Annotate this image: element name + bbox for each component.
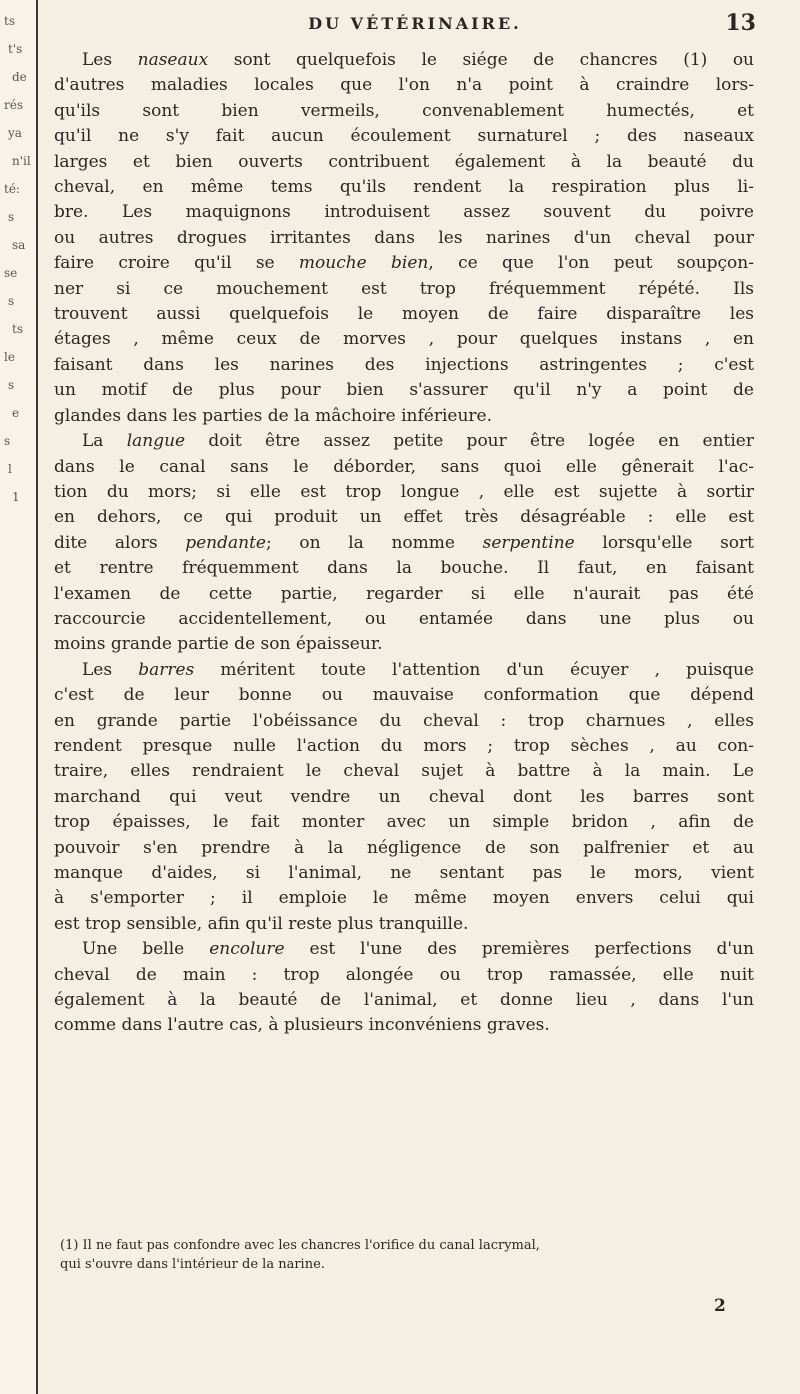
text-run: La (82, 431, 127, 452)
paragraph (54, 658, 754, 937)
emphasized-term: mouche bien (298, 253, 429, 274)
emphasized-term: encolure (209, 939, 285, 960)
text-line: qu'ils sont bien vermeils, convenablement humectés, et (54, 100, 754, 121)
page-gutter-edge (36, 0, 38, 1394)
margin-fragment: té: (4, 182, 20, 196)
margin-fragment: t's (8, 42, 23, 56)
page-header (40, 8, 790, 38)
margin-fragment: s (4, 434, 11, 448)
text-line: ou autres drogues irritantes dans les narines d'un cheval pour (54, 227, 754, 248)
text-line: marchand qui veut vendre un cheval dont les barres sont (54, 786, 754, 807)
text-run: Les (82, 50, 138, 70)
margin-fragment: s (8, 210, 15, 224)
text-line: à s'emporter ; il emploie le même moyen envers celui qui (54, 888, 754, 909)
text-line: l'examen de cette partie, regarder si elle n'aurait pas été (54, 583, 754, 604)
text-line: qu'il ne s'y fait aucun écoulement surnaturel ; des naseaux (54, 126, 754, 147)
text-run: ; on la nomme (265, 532, 483, 553)
text-line: cheval, en même tems qu'ils rendent la respiration plus li- (54, 177, 754, 198)
text-line: ner si ce mouchement est trop fréquemment répété. Ils (54, 278, 754, 299)
text-line: moins grande partie de son épaisseur. (54, 634, 383, 655)
footnote (60, 1236, 760, 1274)
text-line (54, 531, 754, 556)
emphasized-term: pendante (185, 532, 266, 553)
margin-fragment: sa (12, 238, 26, 252)
footnote-line: qui s'ouvre dans l'intérieur de la narine. (60, 1257, 325, 1272)
text-line: larges et bien ouverts contribuent également à la beauté du (54, 151, 754, 172)
text-line (54, 251, 754, 276)
margin-fragment: 1 (12, 490, 20, 504)
text-line: manque d'aides, si l'animal, ne sentant pas le mors, vient (54, 863, 754, 883)
text-line: pouvoir s'en prendre à la négligence de son palfrenier et au (54, 837, 754, 858)
margin-fragment: de (12, 70, 27, 84)
margin-fragment: ts (12, 322, 23, 336)
text-run: dite alors (54, 532, 186, 553)
margin-fragment: ts (4, 14, 15, 28)
text-line: est trop sensible, afin qu'il reste plus tranquille. (54, 913, 469, 934)
margin-fragment: le (4, 350, 15, 364)
text-line: d'autres maladies locales que l'on n'a point à craindre lors- (54, 75, 754, 96)
text-line: raccourcie accidentellement, ou entamée dans une plus ou (54, 608, 754, 629)
paragraph (54, 48, 754, 429)
footnote-line: (1) Il ne faut pas confondre avec les chancres l'orifice du canal lacrymal, (60, 1238, 540, 1253)
text-line: traire, elles rendraient le cheval sujet à battre à la main. Le (54, 761, 754, 782)
page-number: 13 (725, 10, 756, 36)
text-line: cheval de main : trop alongée ou trop ramassée, elle nuit (54, 964, 754, 985)
margin-fragment: l (8, 462, 12, 476)
adjacent-page-margin (0, 0, 36, 1394)
text-line: et rentre fréquemment dans la bouche. Il faut, en faisant (54, 558, 754, 579)
text-line (54, 48, 754, 73)
text-run: doit être assez petite pour être logée en entier (185, 431, 754, 452)
body-text (54, 48, 754, 1039)
text-line: étages , même ceux de morves , pour quelques instans , en (54, 329, 754, 350)
text-run: sont quelquefois le siége de chancres (1) ou (208, 50, 755, 70)
text-line: trouvent aussi quelquefois le moyen de faire disparaître les (54, 304, 754, 325)
margin-fragment: rés (4, 98, 23, 112)
emphasized-term: langue (126, 431, 186, 452)
emphasized-term: naseaux (137, 50, 209, 70)
text-line: également à la beauté de l'animal, et donne lieu , dans l'un (54, 990, 754, 1011)
text-run: faire croire qu'il se (54, 253, 299, 274)
text-run: lorsqu'elle sort (574, 532, 754, 553)
margin-fragment: s (8, 378, 15, 392)
text-line: trop épaisses, le fait monter avec un simple bridon , afin de (54, 812, 754, 833)
text-line: en dehors, ce qui produit un effet très désagréable : elle est (54, 507, 754, 528)
running-head: DU VÉTÉRINAIRE. (308, 14, 522, 33)
text-line: dans le canal sans le déborder, sans quoi elle gênerait l'ac- (54, 456, 754, 477)
text-line (54, 429, 754, 454)
text-line: faisant dans les narines des injections astringentes ; c'est (54, 354, 754, 375)
text-run: est l'une des premières perfections d'un (284, 939, 754, 960)
margin-fragment: s (8, 294, 15, 308)
text-line: c'est de leur bonne ou mauvaise conformation que dépend (54, 685, 754, 706)
text-line: glandes dans les parties de la mâchoire inférieure. (54, 405, 493, 426)
emphasized-term: serpentine (482, 532, 575, 553)
margin-fragment: n'il (12, 154, 31, 168)
margin-fragment: ya (8, 126, 22, 140)
text-line: tion du mors; si elle est trop longue , elle est sujette à sortir (54, 481, 754, 502)
text-run: Les (82, 659, 139, 680)
paragraph (54, 429, 754, 658)
text-line (54, 937, 754, 962)
text-run: Une belle (82, 939, 210, 960)
paragraph (54, 937, 754, 1039)
text-line: en grande partie l'obéissance du cheval : trop charnues , elles (54, 710, 754, 731)
text-run: méritent toute l'attention d'un écuyer , puisque (194, 659, 754, 680)
emphasized-term: barres (138, 659, 195, 680)
margin-fragment: e (12, 406, 20, 420)
text-line: un motif de plus pour bien s'assurer qu'il n'y a point de (54, 380, 754, 401)
text-line (54, 658, 754, 683)
text-run: , ce que l'on peut soupçon- (428, 253, 754, 274)
signature-mark: 2 (714, 1296, 726, 1316)
text-line: comme dans l'autre cas, à plusieurs inconvéniens graves. (54, 1015, 550, 1036)
text-line: rendent presque nulle l'action du mors ; trop sèches , au con- (54, 735, 754, 756)
margin-fragment: se (4, 266, 18, 280)
text-line: bre. Les maquignons introduisent assez souvent du poivre (54, 202, 754, 223)
